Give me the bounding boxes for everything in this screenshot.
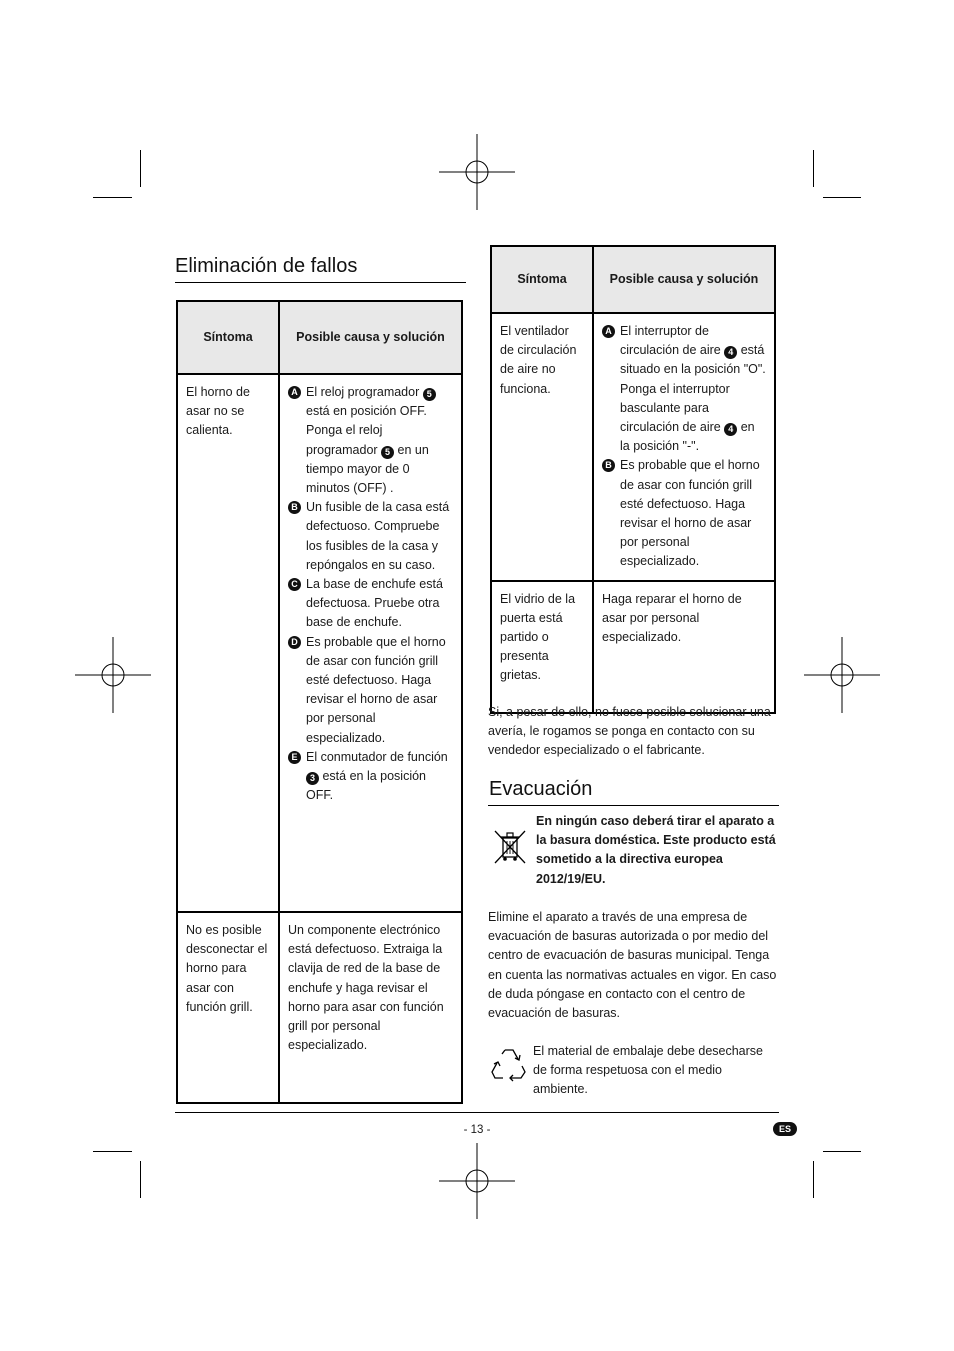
recycling-icon <box>489 1044 529 1084</box>
letter-d-icon: D <box>288 636 301 649</box>
symptom-cell: El ventilador de circulación de aire no funciona. <box>491 313 593 581</box>
footer-rule <box>175 1112 779 1113</box>
header-cause: Posible causa y solución <box>279 301 462 374</box>
crop-mark <box>93 197 132 198</box>
crop-mark <box>140 150 141 187</box>
registration-mark-icon <box>804 637 880 713</box>
cause-item: E El conmutador de función 3 está en la posición OFF. <box>288 748 453 806</box>
cause-item: A El interruptor de circulación de aire 4 está situado en la posición "O". Ponga el interruptor basculante para circulación de aire 4 en la posición "-". <box>602 322 766 456</box>
number-3-icon: 3 <box>306 772 319 785</box>
crop-mark <box>140 1161 141 1198</box>
troubleshooting-table-right <box>490 245 776 714</box>
symptom-cell: El horno de asar no se calienta. <box>177 374 279 912</box>
header-symptom: Síntoma <box>177 301 279 374</box>
section-title-disposal: Evacuación <box>489 778 593 800</box>
crop-mark <box>823 1151 861 1152</box>
letter-b-icon: B <box>288 501 301 514</box>
letter-b-icon: B <box>602 459 615 472</box>
support-note: Si, a pesar de ello, no fuese posible solucionar una avería, le rogamos se ponga en contacto con su vendedor especializado o el fabricante. <box>488 705 771 758</box>
header-cause: Posible causa y solución <box>593 246 775 313</box>
title-underline <box>175 282 466 283</box>
number-4-icon: 4 <box>724 423 737 436</box>
language-badge: ES <box>773 1122 797 1136</box>
disposal-warning: En ningún caso deberá tirar el aparato a la basura doméstica. Este producto está sometido a la directiva europea 2012/19/EU. <box>536 814 776 886</box>
letter-a-icon: A <box>288 386 301 399</box>
crossed-bin-icon <box>490 827 530 867</box>
header-symptom: Síntoma <box>491 246 593 313</box>
crop-mark <box>823 197 861 198</box>
cause-cell <box>279 374 462 912</box>
page-number: - 13 - <box>463 1124 491 1136</box>
title-underline <box>488 805 779 806</box>
disposal-text: Elimine el aparato a través de una empresa de evacuación de basuras autorizada o por medio del centro de evacuación de basuras municipal. Tenga en cuenta las normativas actuales en vigor. En caso de duda póngase en contacto con el centro de evacuación de basuras. <box>488 910 777 1021</box>
cause-item: C La base de enchufe está defectuosa. Pruebe otra base de enchufe. <box>288 575 453 633</box>
letter-e-icon: E <box>288 751 301 764</box>
troubleshooting-table-left <box>176 300 463 1104</box>
crop-mark <box>813 150 814 187</box>
section-title-troubleshooting: Eliminación de fallos <box>175 255 358 277</box>
crop-mark <box>813 1161 814 1198</box>
letter-a-icon: A <box>602 325 615 338</box>
registration-mark-icon <box>439 134 515 210</box>
number-5-icon: 5 <box>423 388 436 401</box>
number-4-icon: 4 <box>724 346 737 359</box>
symptom-cell: No es posible desconectar el horno para asar con función grill. <box>177 912 279 1103</box>
registration-mark-icon <box>439 1143 515 1219</box>
crop-mark <box>93 1151 132 1152</box>
cause-cell <box>593 313 775 581</box>
registration-mark-icon <box>75 637 151 713</box>
cause-item: A El reloj programador 5 está en posición OFF. Ponga el reloj programador 5 en un tiempo mayor de 0 minutos (OFF) . <box>288 383 453 498</box>
packaging-text: El material de embalaje debe desecharse de forma respetuosa con el medio ambiente. <box>533 1044 763 1097</box>
number-5-icon: 5 <box>381 446 394 459</box>
solution-cell: Un componente electrónico está defectuoso. Extraiga la clavija de red de la base de enchufe y haga revisar el horno para asar con función grill por personal especializado. <box>279 912 462 1103</box>
letter-c-icon: C <box>288 578 301 591</box>
solution-cell: Haga reparar el horno de asar por personal especializado. <box>593 581 775 713</box>
cause-item: B Es probable que el horno de asar con función grill esté defectuoso. Haga revisar el horno de asar por personal especializado. <box>602 456 766 571</box>
symptom-cell: El vidrio de la puerta está partido o presenta grietas. <box>491 581 593 713</box>
cause-item: B Un fusible de la casa está defectuoso. Compruebe los fusibles de la casa y repóngalos en su caso. <box>288 498 453 575</box>
cause-item: D Es probable que el horno de asar con función grill esté defectuoso. Haga revisar el horno de asar por personal especializado. <box>288 633 453 748</box>
